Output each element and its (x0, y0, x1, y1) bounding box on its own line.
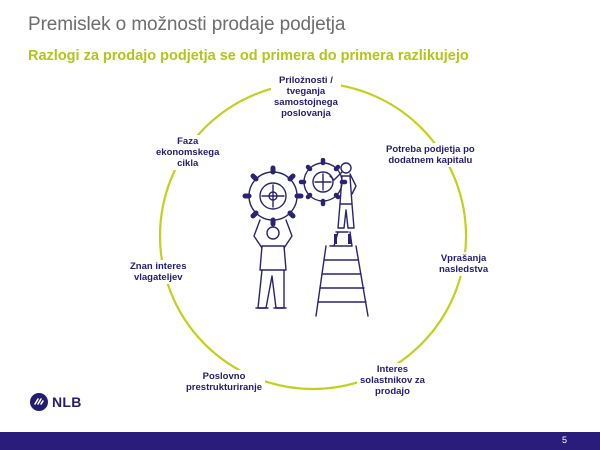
cycle-item-priloznosti: Priložnosti / tveganja samostojnega poslovanja (271, 74, 341, 120)
nlb-logo (30, 393, 82, 411)
footer-bar (0, 432, 600, 450)
cycle-item-prestrukturiranje: Poslovno prestrukturiranje (183, 370, 265, 394)
slide-title: Premislek o možnosti prodaje podjetja (28, 14, 346, 35)
cycle-item-faza: Faza ekonomskega cikla (153, 135, 222, 170)
cycle-item-znan: Znan interes vlagateljev (127, 260, 190, 284)
cycle-item-interes: Interes solastnikov za prodajo (357, 363, 428, 398)
gears-people-illustration (238, 158, 378, 318)
logo-text: NLB (52, 394, 82, 410)
cycle-item-vprasanja: Vprašanja nasledstva (436, 252, 491, 276)
cycle-item-potreba: Potreba podjetja po dodatnem kapitalu (383, 143, 478, 167)
nlb-logo-mark (30, 393, 48, 411)
slide-subtitle: Razlogi za prodajo podjetja se od primera do primera razlikujejo (28, 48, 469, 64)
page-number: 5 (561, 435, 567, 445)
